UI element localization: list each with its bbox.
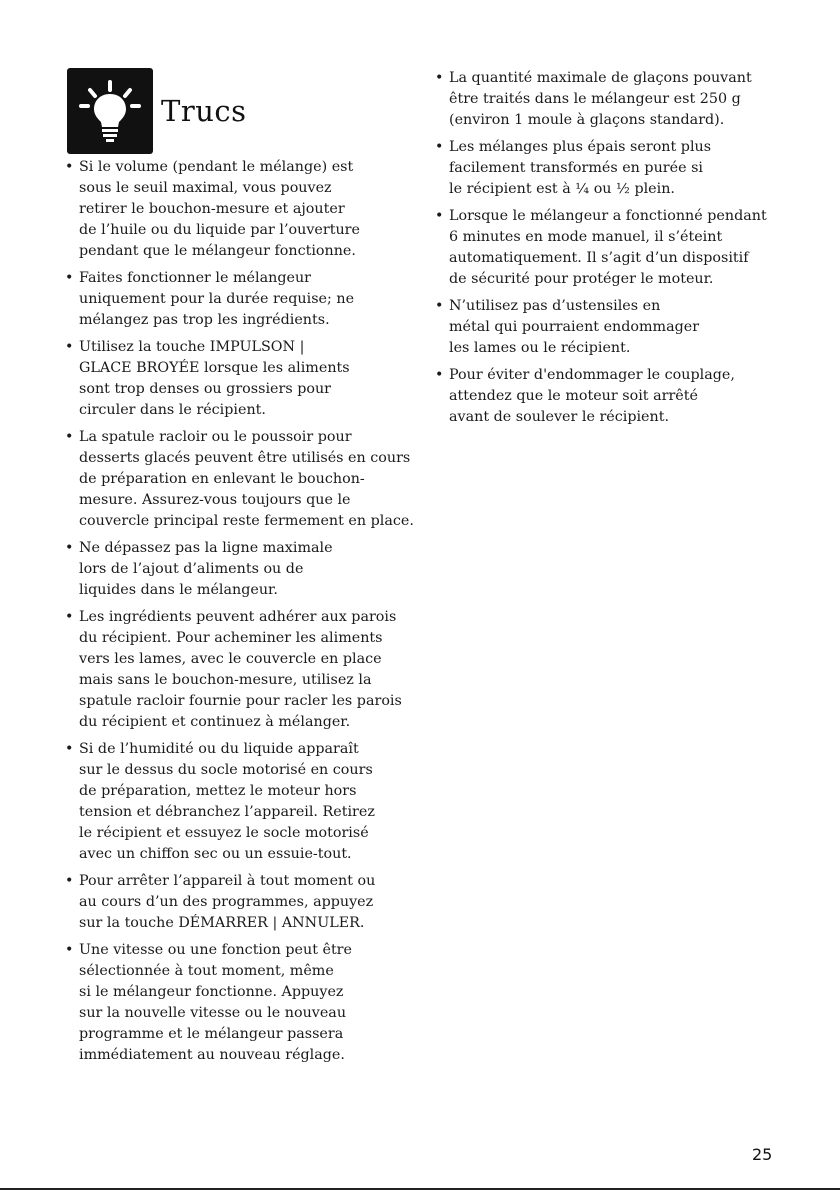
bullet-icon: • bbox=[435, 208, 444, 224]
tip-text-line: tension et débranchez l’appareil. Retirez bbox=[79, 804, 375, 820]
tip-text-line: sous le seuil maximal, vous pouvez bbox=[79, 180, 332, 196]
bullet-icon: • bbox=[65, 609, 74, 625]
tip-text-line: immédiatement au nouveau réglage. bbox=[79, 1047, 345, 1063]
tip-text-line: avec un chiffon sec ou un essuie-tout. bbox=[79, 846, 352, 862]
tip-text-line: facilement transformés en purée si bbox=[449, 160, 704, 176]
tip-item bbox=[62, 427, 432, 532]
tip-text-line: Une vitesse ou une fonction peut être bbox=[79, 942, 352, 958]
tip-text-line: de préparation en enlevant le bouchon- bbox=[79, 471, 365, 487]
tip-text-line: sélectionnée à tout moment, même bbox=[79, 963, 334, 979]
tip-text-line: le récipient et essuyez le socle motorisé bbox=[79, 825, 369, 841]
tip-text-line: circuler dans le récipient. bbox=[79, 402, 266, 418]
tip-text-line: sur la nouvelle vitesse ou le nouveau bbox=[79, 1005, 347, 1021]
tip-text-line: attendez que le moteur soit arrêté bbox=[449, 388, 698, 404]
tip-text-line: Les ingrédients peuvent adhérer aux parois bbox=[79, 609, 397, 625]
bullet-icon: • bbox=[65, 741, 74, 757]
tip-item bbox=[62, 739, 432, 865]
bullet-icon: • bbox=[65, 429, 74, 445]
tip-text-line: Pour arrêter l’appareil à tout moment ou bbox=[79, 873, 376, 889]
lightbulb-icon bbox=[67, 68, 153, 154]
tip-text-line: sont trop denses ou grossiers pour bbox=[79, 381, 332, 397]
tip-text-line: liquides dans le mélangeur. bbox=[79, 582, 278, 598]
tip-item bbox=[432, 296, 792, 359]
tip-text-line: uniquement pour la durée requise; ne bbox=[79, 291, 355, 307]
tip-text-line: Les mélanges plus épais seront plus bbox=[449, 139, 712, 155]
bullet-icon: • bbox=[435, 70, 444, 86]
tip-text-line: programme et le mélangeur passera bbox=[79, 1026, 344, 1042]
tip-text-line: mesure. Assurez-vous toujours que le bbox=[79, 492, 351, 508]
left-column bbox=[62, 157, 432, 1072]
tip-text-line: du récipient et continuez à mélanger. bbox=[79, 714, 351, 730]
tip-text-line: mais sans le bouchon-mesure, utilisez la bbox=[79, 672, 372, 688]
tip-item bbox=[62, 268, 432, 331]
tip-text-line: 6 minutes en mode manuel, il s’éteint bbox=[449, 229, 723, 245]
tip-text-line: Utilisez la touche IMPULSON | bbox=[79, 339, 305, 355]
tip-text-line: lors de l’ajout d’aliments ou de bbox=[79, 561, 304, 577]
tip-text-line: du récipient. Pour acheminer les aliments bbox=[79, 630, 383, 646]
tip-text-line: La spatule racloir ou le poussoir pour bbox=[79, 429, 352, 445]
tip-item bbox=[432, 206, 792, 290]
bullet-icon: • bbox=[65, 339, 74, 355]
tip-text-line: N’utilisez pas d’ustensiles en bbox=[449, 298, 661, 314]
right-column bbox=[432, 68, 792, 434]
tip-text-line: de sécurité pour protéger le moteur. bbox=[449, 271, 714, 287]
tip-text-line: La quantité maximale de glaçons pouvant bbox=[449, 70, 752, 86]
tip-text-line: pendant que le mélangeur fonctionne. bbox=[79, 243, 356, 259]
bullet-icon: • bbox=[65, 270, 74, 286]
tip-item bbox=[432, 68, 792, 131]
tip-text-line: mélangez pas trop les ingrédients. bbox=[79, 312, 330, 328]
tip-text-line: spatule racloir fournie pour racler les parois bbox=[79, 693, 402, 709]
tip-text-line: au cours d’un des programmes, appuyez bbox=[79, 894, 374, 910]
bullet-icon: • bbox=[65, 159, 74, 175]
tip-text-line: de l’huile ou du liquide par l’ouverture bbox=[79, 222, 360, 238]
bullet-icon: • bbox=[65, 942, 74, 958]
tip-text-line: les lames ou le récipient. bbox=[449, 340, 631, 356]
tip-text-line: si le mélangeur fonctionne. Appuyez bbox=[79, 984, 344, 1000]
tip-text-line: Faites fonctionner le mélangeur bbox=[79, 270, 311, 286]
tip-item bbox=[62, 337, 432, 421]
tip-text-line: desserts glacés peuvent être utilisés en cours bbox=[79, 450, 411, 466]
bullet-icon: • bbox=[435, 367, 444, 383]
tip-item bbox=[62, 607, 432, 733]
tip-text-line: Lorsque le mélangeur a fonctionné pendant bbox=[449, 208, 767, 224]
page-title: Trucs bbox=[161, 94, 247, 128]
tip-text-line: métal qui pourraient endommager bbox=[449, 319, 700, 335]
tip-text-line: avant de soulever le récipient. bbox=[449, 409, 670, 425]
tip-text-line: couvercle principal reste fermement en place. bbox=[79, 513, 414, 529]
tip-item bbox=[432, 365, 792, 428]
tip-text-line: automatiquement. Il s’agit d’un dispositif bbox=[449, 250, 749, 266]
tip-text-line: retirer le bouchon-mesure et ajouter bbox=[79, 201, 345, 217]
tip-item bbox=[62, 940, 432, 1066]
tip-text-line: le récipient est à ¼ ou ½ plein. bbox=[449, 181, 675, 197]
bullet-icon: • bbox=[435, 139, 444, 155]
tip-text-line: GLACE BROYÉE lorsque les aliments bbox=[79, 360, 350, 376]
tip-text-line: de préparation, mettez le moteur hors bbox=[79, 783, 357, 799]
tip-text-line: sur le dessus du socle motorisé en cours bbox=[79, 762, 373, 778]
bullet-icon: • bbox=[65, 540, 74, 556]
tip-item bbox=[62, 157, 432, 262]
tip-item bbox=[62, 871, 432, 934]
tip-text-line: être traités dans le mélangeur est 250 g bbox=[449, 91, 741, 107]
bullet-icon: • bbox=[435, 298, 444, 314]
page-number: 25 bbox=[752, 1145, 773, 1164]
tip-item bbox=[432, 137, 792, 200]
tip-text-line: Pour éviter d'endommager le couplage, bbox=[449, 367, 735, 383]
tip-text-line: sur la touche DÉMARRER | ANNULER. bbox=[79, 915, 365, 931]
tip-text-line: Ne dépassez pas la ligne maximale bbox=[79, 540, 333, 556]
bullet-icon: • bbox=[65, 873, 74, 889]
bottom-rule bbox=[0, 1188, 840, 1190]
tip-text-line: vers les lames, avec le couvercle en place bbox=[79, 651, 382, 667]
tip-text-line: Si de l’humidité ou du liquide apparaît bbox=[79, 741, 359, 757]
tip-text-line: (environ 1 moule à glaçons standard). bbox=[449, 112, 725, 128]
tip-text-line: Si le volume (pendant le mélange) est bbox=[79, 159, 354, 175]
section-header bbox=[67, 68, 247, 154]
tip-item bbox=[62, 538, 432, 601]
